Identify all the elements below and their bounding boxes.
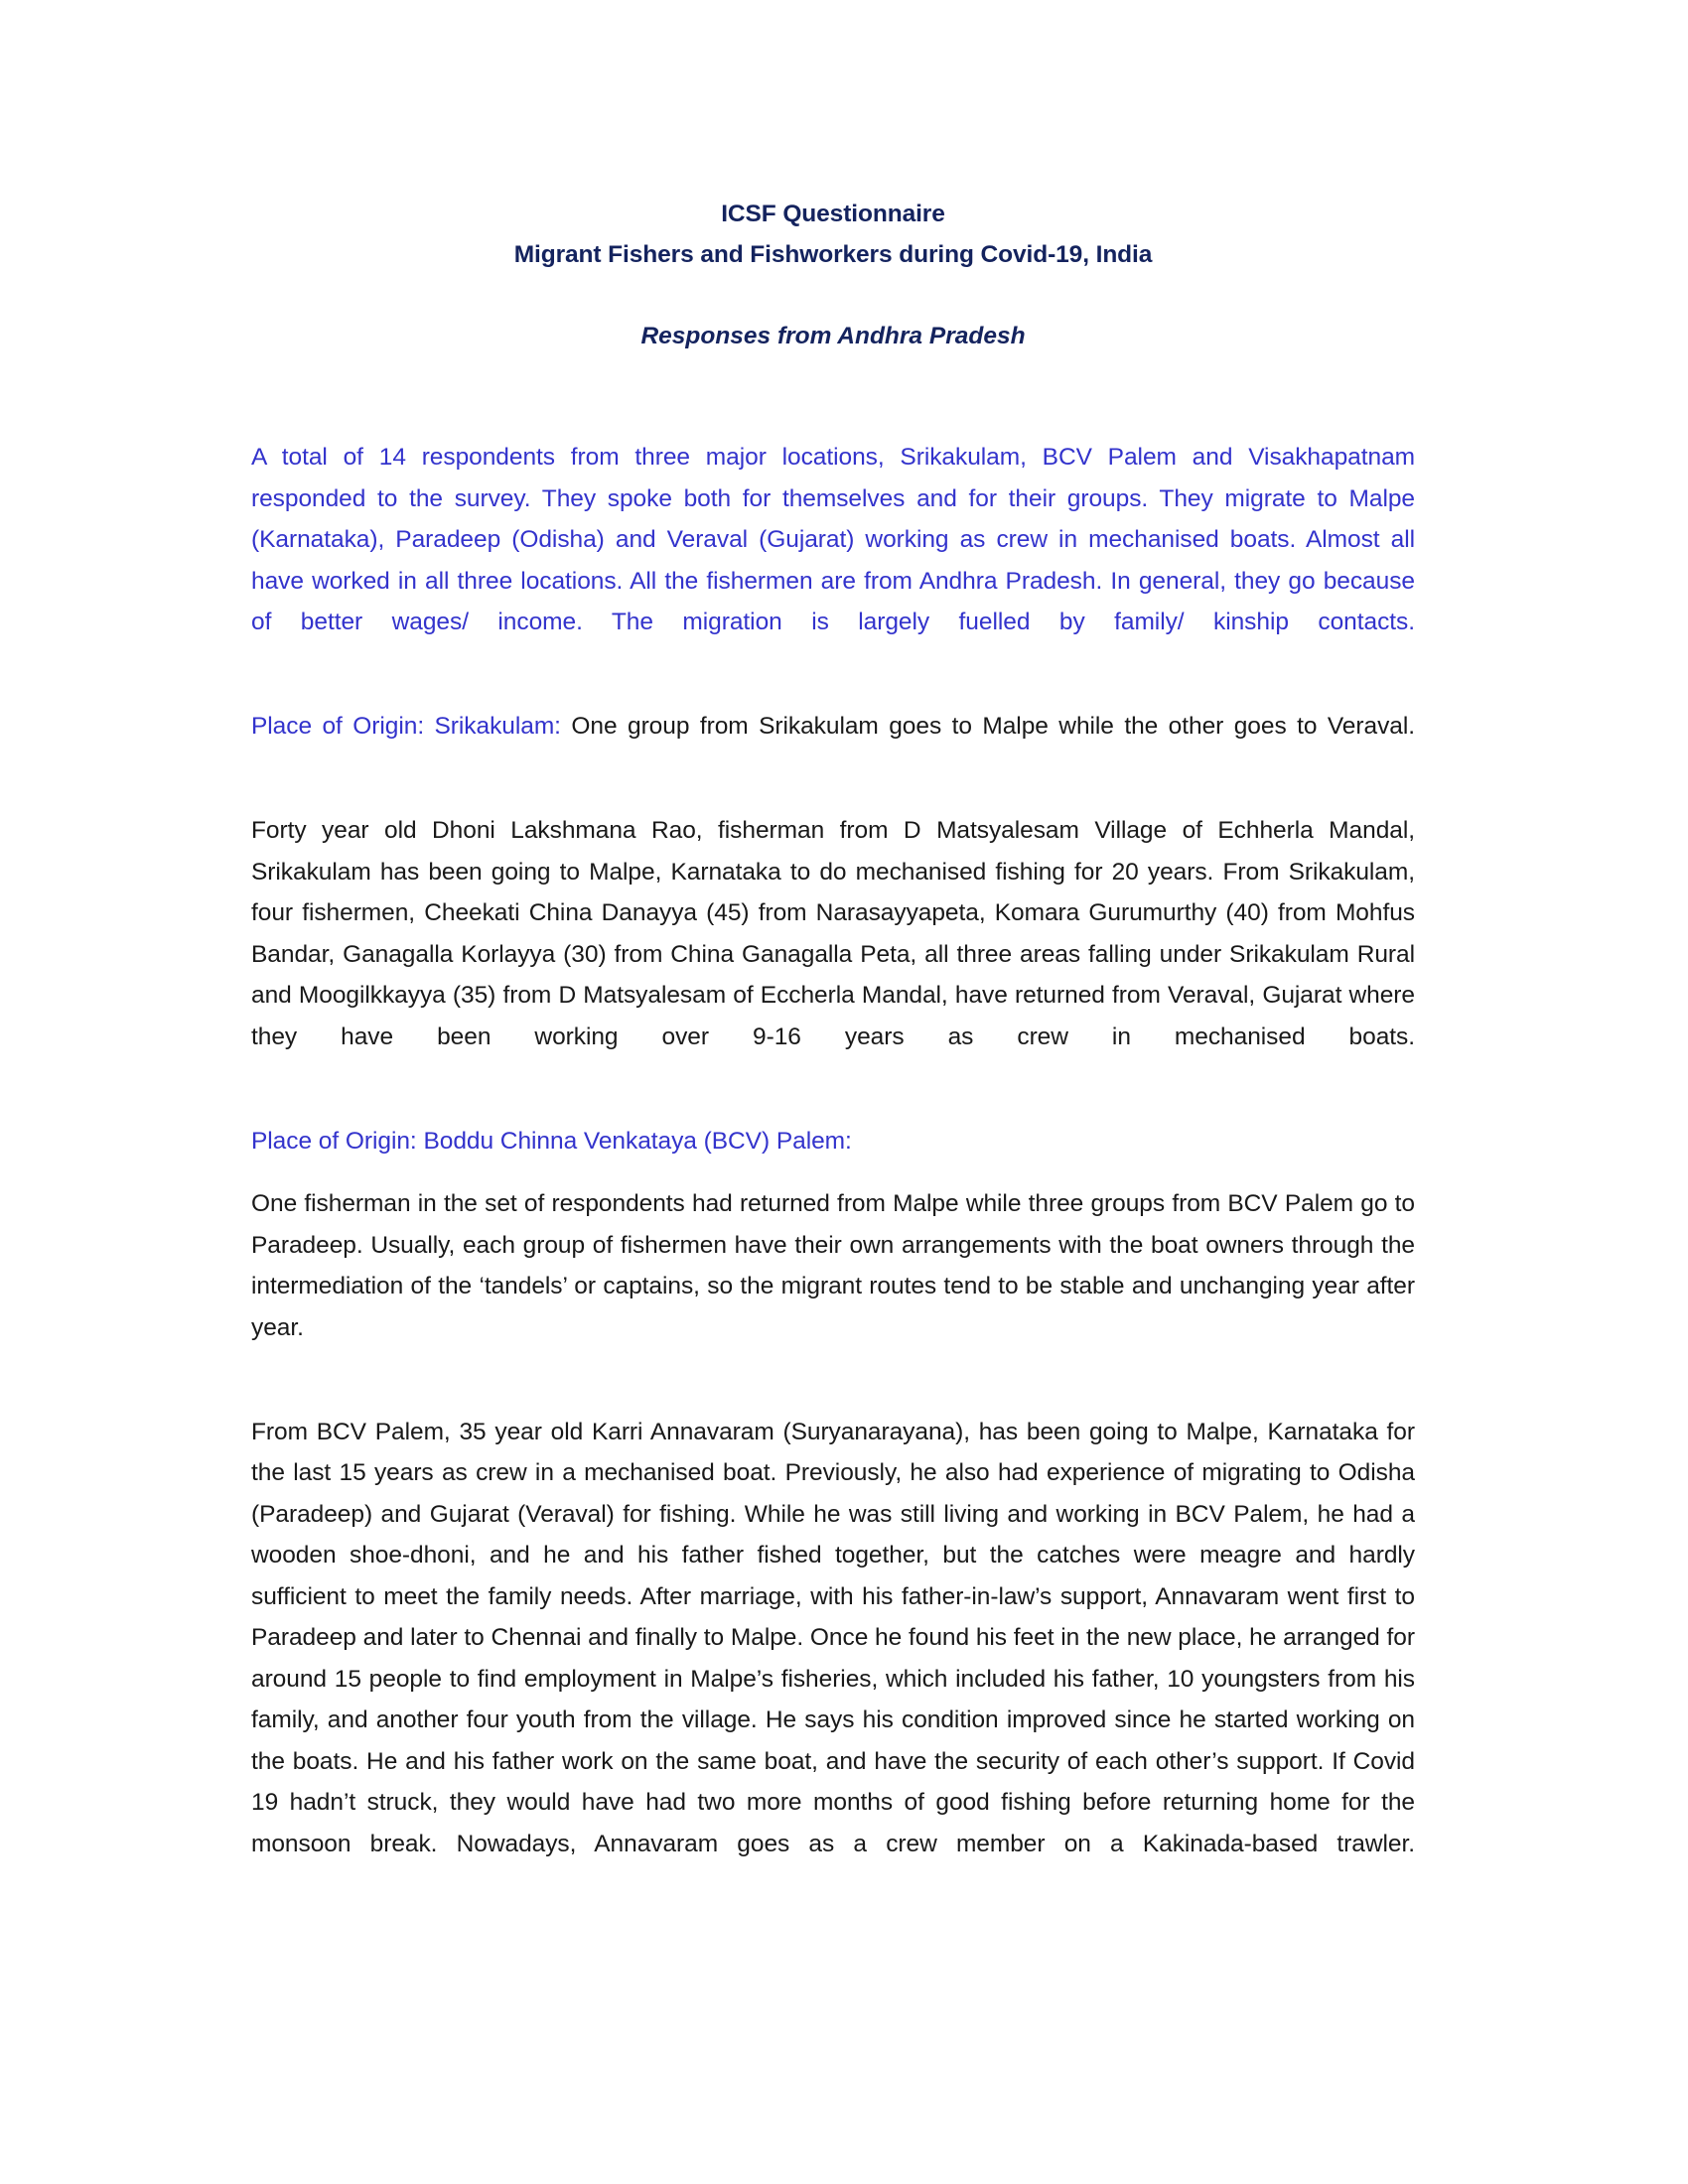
document-title-block: [251, 194, 1415, 356]
section-srikakulam-paragraph-1: Forty year old Dhoni Lakshmana Rao, fisherman from D Matsyalesam Village of Echherla Mandal, Srikakulam has been going to Malpe, Karnataka to do mechanised fishing for 20 years. From Srikakulam, four fishermen, Cheekati China Danayya (45) from Narasayyapeta, Komara Gurumurthy (40) from Mohfus Bandar, Ganagalla Korlayya (30) from China Ganagalla Peta, all three areas falling under Srikakulam Rural and Moogilkkayya (35) from D Matsyalesam of Eccherla Mandal, have returned from Veraval, Gujarat where they have been working over 9-16 years as crew in mechanised boats.: [251, 817, 1415, 1050]
document-body: [251, 437, 1415, 1906]
section-srikakulam-lead: [251, 706, 1415, 788]
page-title-line-2: Migrant Fishers and Fishworkers during Covid-19, India: [513, 241, 1153, 268]
page-subtitle: Responses from Andhra Pradesh: [640, 323, 1026, 349]
intro-paragraph: A total of 14 respondents from three major locations, Srikakulam, BCV Palem and Visakhapatnam responded to the survey. They spoke both for themselves and for their groups. They migrate to Malpe (Karnataka), Paradeep (Odisha) and Veraval (Gujarat) working as crew in mechanised boats. Almost all have worked in all three locations. All the fishermen are from Andhra Pradesh. In general, they go because of better wages/ income. The migration is largely fuelled by family/ kinship contacts.: [251, 444, 1415, 635]
section-srikakulam-lead-text: One group from Srikakulam goes to Malpe while the other goes to Veraval.: [560, 713, 1415, 740]
section-heading-srikakulam: Place of Origin: Srikakulam:: [251, 713, 561, 740]
page-title-line-1: ICSF Questionnaire: [721, 201, 945, 227]
section-bcv-palem-paragraph-1: One fisherman in the set of respondents had returned from Malpe while three groups from BCV Palem go to Paradeep. Usually, each group of fishermen have their own arrangements with the boat owners through the intermediation of the ‘tandels’ or captains, so the migrant routes tend to be stable and unchanging year after year.: [251, 1190, 1415, 1341]
section-bcv-palem-paragraph-2: From BCV Palem, 35 year old Karri Annavaram (Suryanarayana), has been going to Malpe, Karnataka for the last 15 years as crew in a mechanised boat. Previously, he also had experience of migrating to Odisha (Paradeep) and Gujarat (Veraval) for fishing. While he was still living and working in BCV Palem, he had a wooden shoe-dhoni, and he and his father fished together, but the catches were meagre and hardly sufficient to meet the family needs. After marriage, with his father-in-law’s support, Annavaram went first to Paradeep and later to Chennai and finally to Malpe. Once he found his feet in the new place, he arranged for around 15 people to find employment in Malpe’s fisheries, which included his father, 10 youngsters from his family, and another four youth from the village. He says his condition improved since he started working on the boats. He and his father work on the same boat, and have the security of each other’s support. If Covid 19 hadn’t struck, they would have had two more months of good fishing before returning home for the monsoon break. Nowadays, Annavaram goes as a crew member on a Kakinada-based trawler.: [251, 1418, 1415, 1857]
section-heading-bcv-palem: Place of Origin: Boddu Chinna Venkataya (BCV) Palem:: [251, 1127, 852, 1155]
